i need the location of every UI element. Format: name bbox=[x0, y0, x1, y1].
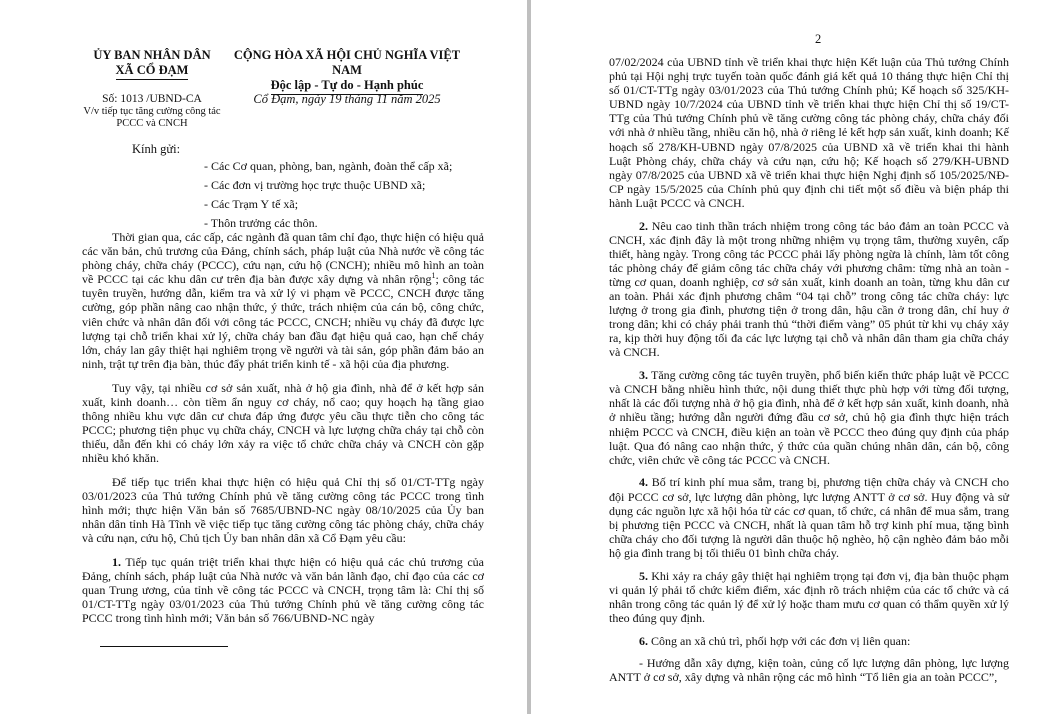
paragraph-item-2 bbox=[609, 219, 1009, 360]
document-page-1 bbox=[0, 0, 527, 714]
document-reference bbox=[82, 92, 222, 130]
page-number: 2 bbox=[815, 32, 822, 46]
recipient-item: - Các đơn vị trường học trực thuộc UBND xã; bbox=[204, 178, 426, 192]
paragraph-item-5 bbox=[609, 569, 1009, 625]
recipient-item: - Các Cơ quan, phòng, ban, ngành, đoàn thể cấp xã; bbox=[204, 159, 453, 173]
recipient-list bbox=[204, 157, 452, 233]
national-motto: Độc lập - Tự do - Hạnh phúc bbox=[271, 78, 424, 95]
paragraph-text: Khi xảy ra cháy gây thiệt hại nghiêm trọng tại đơn vị, địa bàn thuộc phạm vi quản lý phải tổ chức kiểm điểm, xác định rõ trách nhiệm của các tổ chức và cá nhân trong công tác quản lý để xử lý hoặc tham mưu cơ quan có thẩm quyền xử lý theo đúng quy định. bbox=[609, 568, 1009, 625]
footnote-ref[interactable]: 1 bbox=[431, 271, 436, 281]
paragraph-text: Tiếp tục quán triệt triển khai thực hiện có hiệu quả các chủ trương của Đảng, chính sách, pháp luật của Nhà nước và văn bản lãnh đạo, chỉ đạo của các cơ quan Trung ương, của tỉnh về công tác PCCC và CNCH, trọng tâm là: Chỉ thị số 01/CT-TTg ngày 03/01/2023 của Thủ tướng Chính phủ về tăng cường công tác PCCC trong tình hình mới; Văn bản số 766/UBND-NC ngày bbox=[82, 554, 484, 626]
item-number: 5. bbox=[639, 568, 648, 583]
paragraph-limitations: Tuy vậy, tại nhiều cơ sở sản xuất, nhà ở hộ gia đình, nhà để ở kết hợp sản xuất, kinh doanh… còn tiềm ẩn nguy cơ cháy, nổ cao; quy hoạch hạ tầng giao thông nhiều khu vực dân cư chưa đáp ứng được yêu cầu thực tiễn cho công tác PCCC; phương tiện phục vụ chữa cháy, CNCH và lực lượng chữa cháy tại chỗ còn thiếu, dẫn đến khi có cháy lớn xảy ra việc tổ chức chữa cháy và CNCH còn gặp nhiều khó khăn. bbox=[82, 380, 484, 465]
paragraph-item-1 bbox=[82, 555, 484, 625]
paragraph-text: Thời gian qua, các cấp, các ngành đã quan tâm chỉ đạo, thực hiện có hiệu quả các văn bản, chủ trương của Đảng, chính sách, pháp luật của Nhà nước về công tác phòng cháy, chữa cháy (PCCC), cứu nạn, cứu hộ (CNCH); nhiều mô hình an toàn về PCCC tại các khu dân cư trên địa bàn được xây dựng và nhân rộng bbox=[82, 230, 484, 287]
addressee-label: Kính gửi: bbox=[132, 142, 181, 156]
agency-name-line2: XÃ CỔ ĐẠM bbox=[116, 63, 189, 80]
page2-body bbox=[609, 55, 1009, 693]
paragraph-text: ; công tác tuyên truyền, hướng dẫn, kiểm tra và xử lý vi phạm về PCCC, CNCH được tăng cường, góp phần nâng cao nhận thức, ý thức, trách nhiệm của cán bộ, công chức, viên chức và nhân dân đối với công tác PCCC, CNCH; nhiều vụ cháy đã được lực lượng tại chỗ triển khai xử lý, chữa cháy ban đầu đạt hiệu quả cao, hạn chế cháy lớn, cháy lan gây thiệt hại nghiêm trọng về người và tài sản, góp phần đảm bảo an ninh, trật tự trên địa bàn, thúc đẩy phát triển kinh tế - xã hội của địa phương. bbox=[82, 272, 485, 371]
recipient-item: - Thôn trưởng các thôn. bbox=[204, 216, 318, 230]
item-number: 2. bbox=[639, 218, 648, 233]
item-number: 3. bbox=[639, 368, 648, 383]
document-subject-line2: PCCC và CNCH bbox=[116, 118, 188, 129]
paragraph-item-6 bbox=[609, 634, 1009, 648]
footnote-separator bbox=[100, 646, 228, 647]
item-number: 1. bbox=[112, 554, 121, 569]
paragraph-text: Nêu cao tinh thần trách nhiệm trong công tác bảo đảm an toàn PCCC và CNCH, xác định đây là một trong những nhiệm vụ trọng tâm, thường xuyên, cấp thiết, hàng ngày. Trong công tác PCCC phải lấy phòng ngừa là chính, làm tốt công tác phòng cháy để giảm công tác chữa cháy với phương châm: từng nhà an toàn - từng cơ quan, doanh nghiệp, cơ sở sản xuất, kinh doanh an toàn, từng khu dân cư an toàn. Phải xác định phương châm “04 tại chỗ” trong công tác chữa cháy: lực lượng ở trong gia đình, phương tiện ở trong dân, hậu cần ở trong dân, chỉ huy ở trong dân; khi có cháy phải tranh thủ “thời điểm vàng” 05 phút từ khi vụ cháy xảy ra, kịp thời huy động tối đa các lực lượng tại chỗ và nhân dân tham gia chữa cháy và CNCH. bbox=[609, 218, 1009, 360]
paragraph-item-6-bullet: - Hướng dẫn xây dựng, kiện toàn, củng cố lực lượng dân phòng, lực lượng ANTT ở cơ sở, xây dựng và nhân rộng các mô hình “Tổ liên gia an toàn PCCC”, bbox=[609, 656, 1009, 685]
national-header bbox=[222, 48, 472, 95]
issuing-agency bbox=[92, 48, 212, 80]
item-number: 4. bbox=[639, 475, 648, 490]
paragraph-text: Bố trí kinh phí mua sắm, trang bị, phương tiện chữa cháy và CNCH cho đội PCCC cơ sở, lực lượng dân phòng, lực lượng ANTT ở cơ sở. Huy động và sử dụng các nguồn lực xã hội hóa từ các cơ quan, tổ chức, cá nhân để mua sắm, trang bị phương tiện PCCC và CNCH, nhất là quan tâm hỗ trợ kinh phí mua, tặng bình chữa cháy cho đối tượng là người dân thuộc hộ nghèo, hộ cận nghèo đảm bảo mỗi hộ gia đình trang bị tối thiểu 01 bình chữa cháy. bbox=[609, 475, 1009, 560]
document-page-2 bbox=[531, 0, 1059, 714]
paragraph-text: Công an xã chủ trì, phối hợp với các đơn vị liên quan: bbox=[648, 633, 911, 648]
paragraph-item-3 bbox=[609, 368, 1009, 467]
paragraph-intro bbox=[82, 230, 484, 371]
agency-name-line1: ỦY BAN NHÂN DÂN bbox=[93, 48, 211, 62]
item-number: 6. bbox=[639, 633, 648, 648]
recipient-item: - Các Trạm Y tế xã; bbox=[204, 197, 299, 211]
page1-body bbox=[82, 230, 484, 635]
document-subject-line1: V/v tiếp tục tăng cường công tác bbox=[83, 106, 221, 117]
paragraph-basis: Để tiếp tục triển khai thực hiện có hiệu quả Chỉ thị số 01/CT-TTg ngày 03/01/2023 của Thủ tướng Chính phủ về tăng cường công tác PCCC trong tình hình mới; thực hiện Văn bản số 7685/UBND-NC ngày 08/10/2025 của Ủy ban nhân dân tỉnh Hà Tĩnh về việc tiếp tục tăng cường công tác phòng cháy, chữa cháy và cứu nạn, cứu hộ, Chủ tịch Ủy ban nhân dân xã Cổ Đạm yêu cầu: bbox=[82, 474, 484, 546]
paragraph-item-1-continued: 07/02/2024 của UBND tỉnh về triển khai thực hiện Kết luận của Thủ tướng Chính phủ tại Hội nghị trực tuyến toàn quốc đánh giá kết quả 10 tháng thực hiện Chỉ thị số 01/CT-TTg ngày 03/01/2023 của Thủ tướng Chính phủ; Kế hoạch số 325/KH-UBND ngày 10/7/2024 của UBND tỉnh về triển khai thực hiện Chỉ thị số 19/CT-TTg của Thủ tướng Chính phủ về tăng cường công tác phòng cháy, chữa cháy đối với nhà ở nhiều tầng, nhiều căn hộ, nhà ở riêng lẻ kết hợp sản xuất, kinh doanh; Kế hoạch số 278/KH-UBND ngày 07/8/2025 của UBND xã về triển khai thi hành Luật Phòng cháy, chữa cháy và cứu nạn, cứu hộ; Kế hoạch số 279/KH-UBND ngày 07/8/2025 của UBND xã về triển khai thực hiện Nghị định số 105/2025/NĐ-CP ngày 15/5/2025 của Chính phủ quy định chi tiết một số điều và biện pháp thi hành Luật PCCC và CNCH. bbox=[609, 55, 1009, 210]
paragraph-text: Tăng cường công tác tuyên truyền, phổ biến kiến thức pháp luật về PCCC và CNCH bằng nhiều hình thức, nội dung thiết thực phù hợp với từng đối tượng, nhất là các đối tượng nhà ở hộ gia đình, nhà để ở kết hợp sản xuất, kinh doanh, nhà ở nhiều tầng; hướng dẫn người đứng đầu cơ sở, chủ hộ gia đình thực hiện trách nhiệm PCCC và CNCH, điều kiện an toàn về PCCC theo đúng quy định của pháp luật. Qua đó nâng cao nhận thức, ý thức của quần chúng nhân dân, cán bộ, công chức, viên chức về công tác PCCC và CNCH. bbox=[609, 368, 1009, 467]
nation-name: CỘNG HÒA XÃ HỘI CHỦ NGHĨA VIỆT NAM bbox=[233, 48, 461, 77]
document-number: Số: 1013 /UBND-CA bbox=[102, 93, 202, 105]
date-line: Cổ Đạm, ngày 19 tháng 11 năm 2025 bbox=[253, 92, 441, 106]
paragraph-item-4 bbox=[609, 475, 1009, 560]
